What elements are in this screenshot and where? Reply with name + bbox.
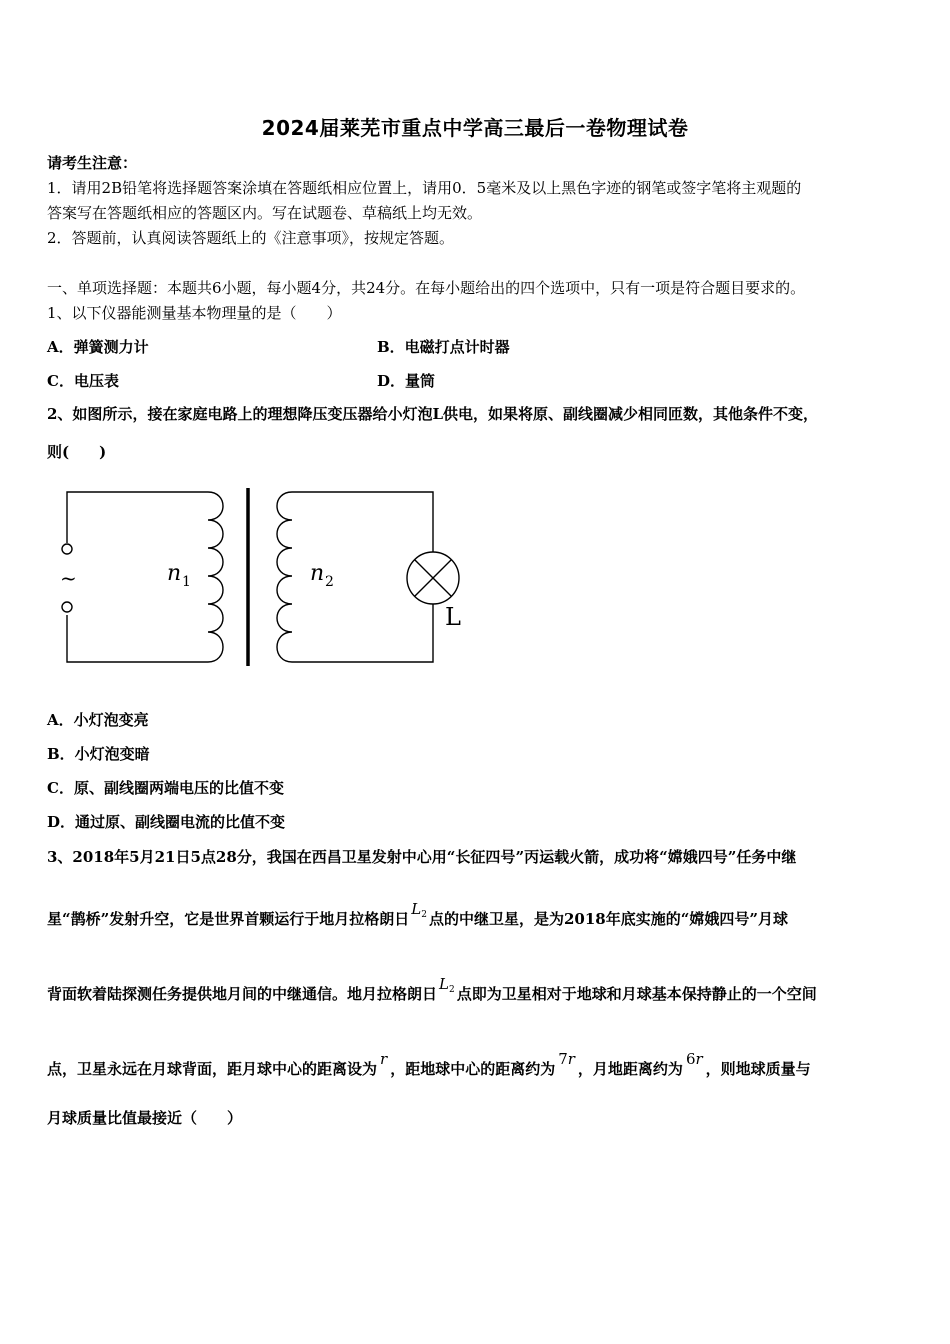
- l2-sub: 2: [421, 910, 427, 920]
- question-1-option-d: D．量筒: [377, 372, 436, 390]
- r-symbol: r: [380, 1050, 388, 1068]
- n2-label-base: n: [310, 561, 325, 586]
- seven-r-symbol: [558, 1050, 575, 1068]
- section-heading: 一、单项选择题：本题共6小题，每小题4分，共24分。在每小题给出的四个选项中，只有一项是符合题目要求的。: [47, 279, 806, 297]
- seven-r-num: 7: [558, 1050, 568, 1068]
- six-r-num: 6: [685, 1050, 696, 1068]
- question-3-line-3-part-a: 背面软着陆探测任务提供地月间的中继通信。地月拉格朗日: [47, 985, 438, 1003]
- question-2-option-a: A．小灯泡变亮: [47, 711, 149, 729]
- notice-item-1-line-1: 1．请用2B铅笔将选择题答案涂填在答题纸相应位置上，请用0．5毫米及以上黑色字迹的钢笔或签字笔将主观题的: [47, 179, 802, 197]
- question-2-stem-line-2: 则( ): [47, 443, 107, 461]
- secondary-bottom-wire: [292, 604, 433, 662]
- source-terminal-bottom: [62, 602, 72, 612]
- l2-symbol-2: [439, 975, 455, 993]
- question-3-line-2-part-a: 星“鹊桥”发射升空，它是世界首颗运行于地月拉格朗日: [47, 910, 410, 928]
- seven-r-var: r: [567, 1050, 575, 1068]
- question-3-line-5: 月球质量比值最接近（ ）: [47, 1109, 243, 1127]
- six-r-symbol: [686, 1050, 703, 1068]
- question-3-line-4-part-a: 点，卫星永远在月球背面，距月球中心的距离设为: [47, 1060, 378, 1078]
- question-1-option-c: C．电压表: [47, 372, 119, 390]
- l2-base-2: L: [439, 975, 449, 993]
- six-r-var: r: [695, 1050, 703, 1068]
- question-3-line-3: [47, 975, 817, 1005]
- n1-label-sub: 1: [182, 574, 191, 590]
- question-1-option-b: B．电磁打点计时器: [377, 338, 510, 356]
- question-3-line-4-part-c: ，月地距离约为: [577, 1060, 683, 1078]
- question-2-option-b: B．小灯泡变暗: [47, 745, 150, 763]
- n2-label-sub: 2: [325, 574, 334, 590]
- notice-heading: 请考生注意：: [47, 154, 138, 172]
- question-3-line-1: 3、2018年5月21日5点28分，我国在西昌卫星发射中心用“长征四号”丙运载火箭，成功将“嫦娥四号”任务中继: [47, 848, 797, 866]
- question-3-line-3-part-b: 点即为卫星相对于地球和月球基本保持静止的一个空间: [456, 985, 817, 1003]
- l2-symbol: [411, 900, 427, 918]
- primary-coil: [208, 492, 223, 662]
- question-1-stem: 1、以下仪器能测量基本物理量的是（ ）: [47, 304, 342, 322]
- question-3-line-4-part-d: ，则地球质量与: [705, 1060, 811, 1078]
- l2-sub-2: 2: [448, 985, 455, 995]
- question-1-option-a: A．弹簧测力计: [47, 338, 149, 356]
- page-title: 2024届莱芜市重点中学高三最后一卷物理试卷: [261, 116, 689, 140]
- question-3-line-4: [47, 1050, 811, 1079]
- question-3-line-4-part-b: ，距地球中心的距离约为: [390, 1060, 556, 1078]
- ac-source-symbol: ~: [60, 566, 77, 590]
- question-2-option-d: D．通过原、副线圈电流的比值不变: [47, 813, 286, 831]
- question-2-option-c: C．原、副线圈两端电压的比值不变: [47, 779, 284, 797]
- notice-item-2: 2．答题前，认真阅读答题纸上的《注意事项》，按规定答题。: [47, 229, 455, 247]
- question-3-line-2: [47, 900, 788, 930]
- secondary-coil: [277, 492, 292, 662]
- question-2-stem-line-1: 2、如图所示，接在家庭电路上的理想降压变压器给小灯泡L供电，如果将原、副线圈减少相同匝数，其他条件不变，: [47, 405, 818, 423]
- secondary-top-wire: [292, 492, 433, 552]
- lamp-label: L: [445, 603, 461, 631]
- question-3-line-2-part-b: 点的中继卫星，是为2018年底实施的“嫦娥四号”月球: [428, 910, 788, 928]
- transformer-circuit-diagram: [40, 480, 480, 680]
- n1-label-base: n: [167, 561, 182, 586]
- primary-bottom-wire: [67, 615, 208, 662]
- notice-item-1-line-2: 答案写在答题纸相应的答题区内。写在试题卷、草稿纸上均无效。: [47, 204, 483, 222]
- primary-top-wire: [67, 492, 208, 543]
- source-terminal-top: [62, 544, 72, 554]
- l2-base: L: [411, 900, 422, 918]
